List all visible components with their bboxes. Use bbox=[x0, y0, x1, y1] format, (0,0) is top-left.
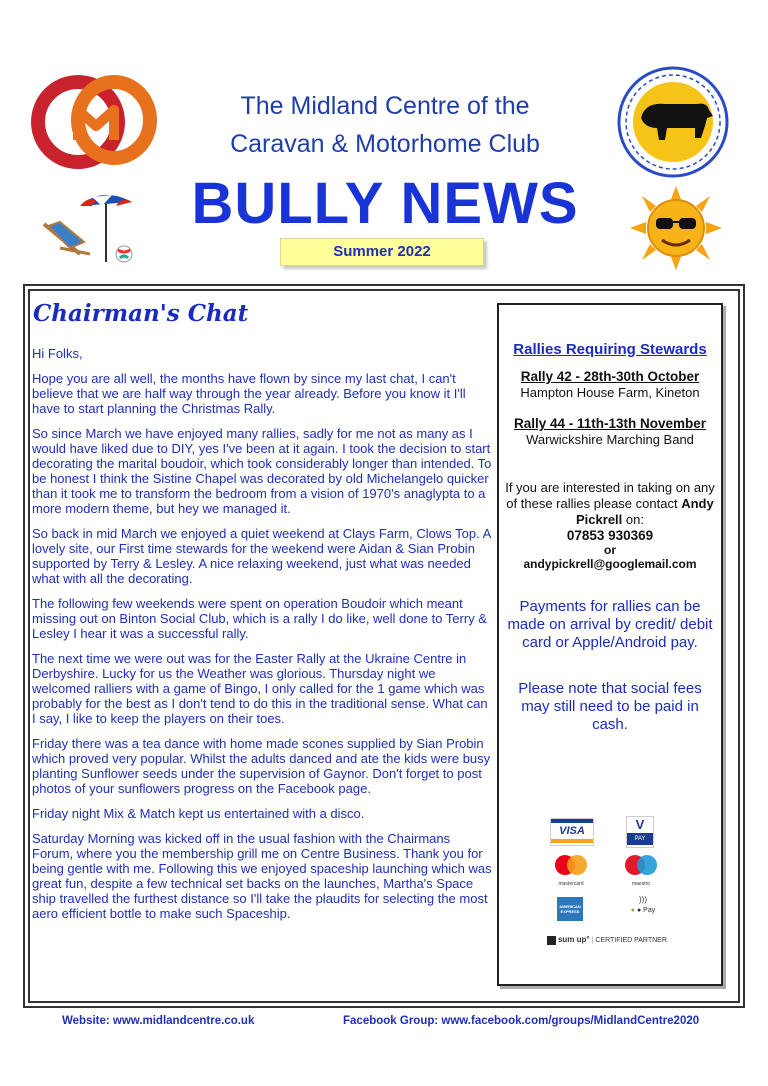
rally-44-location: Warwickshire Marching Band bbox=[526, 432, 694, 447]
maestro-icon bbox=[620, 854, 662, 886]
sun-sunglasses-icon bbox=[630, 186, 722, 270]
sidebar-heading: Rallies Requiring Stewards bbox=[513, 341, 707, 358]
visa-card-icon bbox=[550, 818, 594, 846]
chat-paragraph: The next time we were out was for the Easter Rally at the Ukraine Centre in Derbyshire. Lucky for us the Weather was glorious. Thursday night we welcomed ralliers with a game of Bingo, I only called for the 1 game which was probably for the best as I don't tend to do this in the traditional sense. What can I say, I like to keep the players on their toes. bbox=[32, 651, 488, 726]
edition-badge: Summer 2022 bbox=[280, 238, 484, 266]
mastercard-icon bbox=[550, 854, 592, 886]
header-line-2: Caravan & Motorhome Club bbox=[230, 130, 540, 158]
visa-label: VISA bbox=[559, 825, 585, 837]
apple-pay-label: Pay bbox=[643, 907, 656, 914]
rally-42-location: Hampton House Farm, Kineton bbox=[520, 385, 700, 400]
certified-partner-label: CERTIFIED PARTNER bbox=[595, 937, 667, 944]
sumup-label: sum up° bbox=[557, 935, 590, 944]
rally-42-title: Rally 42 - 28th-30th October bbox=[520, 369, 700, 384]
contact-phone: 07853 930369 bbox=[566, 528, 654, 543]
masthead-title: BULLY NEWS bbox=[191, 171, 579, 236]
vpay-card-icon bbox=[626, 816, 654, 848]
chat-paragraph: Saturday Morning was kicked off in the usual fashion with the Chairmans Forum, where you the membership grill me on Centre Business. Thank you for being gentle with me. Following this we enjoyed spaceship launching which was great fun, despite a few technical set backs on the launches, Martha's Space ship travelled the furthest distance so I'll take the plaudits for selecting the most aero efficient bottle to make such Spaceship. bbox=[32, 831, 492, 921]
chat-paragraph: The following few weekends were spent on operation Boudoir which meant missing out on Binton Social Club, which is a rally I do like, well done to Terry & Lesley I hear it was a successful rally. bbox=[32, 596, 487, 641]
payments-note: Payments for rallies can be made on arrival by credit/ debit card or Apple/Android pay. bbox=[507, 598, 713, 651]
chat-paragraph: Hi Folks, bbox=[32, 346, 83, 361]
footer-facebook: Facebook Group: www.facebook.com/groups/MidlandCentre2020 bbox=[343, 1015, 700, 1027]
contact-email: andypickrell@googlemail.com bbox=[523, 557, 697, 571]
chat-paragraph: Friday there was a tea dance with home made scones supplied by Sian Probin which proved very popular. Whilst the adults danced and ate the kids were busy planting Sunflower seeds under the supervision of Gaynor. Don't forget to post photos of your sunflowers progress on the Facebook page. bbox=[32, 736, 491, 796]
or-label: or bbox=[604, 543, 616, 557]
amex-label: AMERICAN EXPRESS bbox=[559, 904, 581, 914]
rallies-sidebar bbox=[497, 303, 723, 986]
chat-paragraph: So back in mid March we enjoyed a quiet weekend at Clays Farm, Clows Top. A lovely site, our First time stewards for the weekend were Aidan & Sian Probin supported by Terry & Lesley. A nice relaxing weekend, just what was needed what with all the decorating. bbox=[32, 526, 491, 586]
android-icon: ● bbox=[630, 907, 636, 914]
contact-name: Andy Pickrell bbox=[576, 496, 714, 527]
chairmans-chat-title: Chairman's Chat bbox=[33, 300, 249, 327]
header-line-1: The Midland Centre of the bbox=[240, 92, 530, 120]
vpay-v-label: V bbox=[635, 817, 645, 832]
contactless-icon: ))) bbox=[639, 895, 647, 904]
rally-44-title: Rally 44 - 11th-13th November bbox=[513, 416, 707, 431]
interest-text bbox=[499, 480, 721, 528]
beach-chair-icon bbox=[40, 184, 136, 264]
interest-prefix: If you are interested in taking on any of these rallies please contact bbox=[505, 480, 715, 511]
chat-paragraph: Hope you are all well, the months have flown by since my last chat, I can't believe that we are half way through the year already. Before you know it I'll have to start planning the Christmas Rally. bbox=[32, 371, 466, 416]
footer-website: Website: www.midlandcentre.co.uk bbox=[62, 1015, 255, 1027]
chat-paragraph: Friday night Mix & Match kept us entertained with a disco. bbox=[32, 806, 365, 821]
bull-badge-logo bbox=[617, 66, 729, 178]
amex-card-icon bbox=[557, 897, 583, 921]
mastercard-label: mastercard bbox=[558, 881, 584, 887]
interest-suffix: on: bbox=[625, 512, 644, 527]
midland-centre-logo bbox=[28, 70, 160, 170]
sumup-certified-badge: sum up° | CERTIFIED PARTNER bbox=[547, 935, 677, 945]
chat-paragraph: So since March we have enjoyed many rallies, sadly for me not as many as I would have liked due to DIY, yes I've been at it again. I took the decision to start decorating the marital boudoir, which took considerably longer than intended. To be honest I think the Sistine Chapel was decorated by old Michelangelo quicker than it took me to transform the bedroom from a vision of 1970's anaglypta to a more modern theme, but hey we managed it. bbox=[32, 426, 492, 516]
maestro-label: maestro bbox=[631, 881, 651, 887]
vpay-label: PAY bbox=[627, 833, 653, 845]
chairmans-chat-body bbox=[32, 346, 494, 931]
apple-pay-icon bbox=[623, 895, 663, 923]
sumup-logo-icon bbox=[547, 936, 556, 945]
social-fees-note: Please note that social fees may still need to be paid in cash. bbox=[518, 680, 702, 733]
apple-icon: ● bbox=[636, 907, 642, 914]
